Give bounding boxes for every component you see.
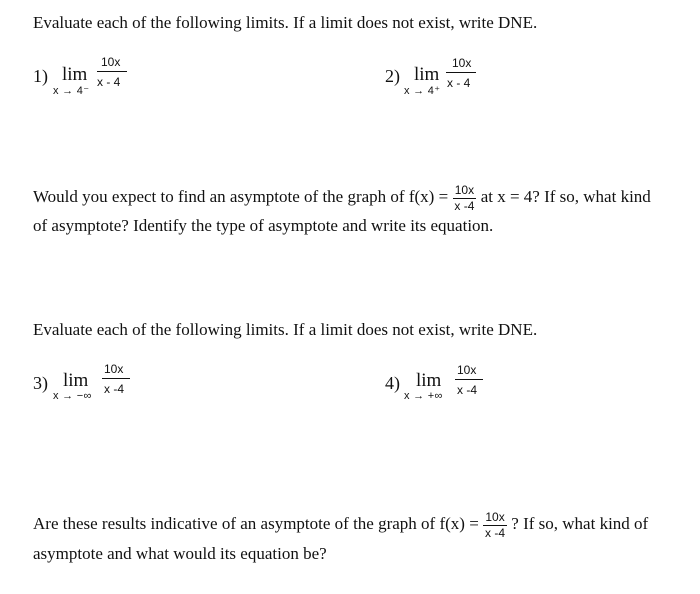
fraction-bar <box>102 378 130 379</box>
question-2-line-2: asymptote and what would its equation be? <box>33 544 327 563</box>
question-1-text-pre: Would you expect to find an asymptote of the graph of f(x) = <box>33 187 449 206</box>
fraction-numerator: 10x <box>454 182 475 197</box>
lim-operator: lim <box>62 64 88 85</box>
fraction-denominator: x -4 <box>104 382 125 396</box>
fraction-numerator: 10x <box>101 55 121 69</box>
question-2-text-pre: Are these results indicative of an asymptote of the graph of f(x) = <box>33 514 479 533</box>
fraction-numerator: 10x <box>485 509 505 524</box>
question-2-text-post: ? If so, what kind of <box>511 514 649 533</box>
question-1-text-post: at x = 4? If so, what kind <box>480 187 651 206</box>
lim-approach: x → +∞ <box>404 390 443 402</box>
fraction-bar <box>455 379 483 380</box>
fraction-bar <box>446 72 476 73</box>
fraction-denominator: x -4 <box>457 383 478 397</box>
instruction-1: Evaluate each of the following limits. If a limit does not exist, write DNE. <box>33 13 538 32</box>
problem-number: 2) <box>385 66 400 86</box>
question-2-line-1 <box>33 509 648 540</box>
lim-operator: lim <box>416 370 442 391</box>
question-1-line-2: of asymptote? Identify the type of asymptote and write its equation. <box>33 216 494 235</box>
fraction-numerator: 10x <box>457 363 477 377</box>
inline-fraction <box>452 184 476 213</box>
question-1-line-1 <box>33 182 651 213</box>
lim-approach: x → 4⁺ <box>404 85 441 97</box>
lim-approach: x → 4⁻ <box>53 85 90 97</box>
inline-fraction <box>483 511 507 540</box>
lim-approach: x → −∞ <box>53 390 92 402</box>
problem-number: 1) <box>33 66 48 86</box>
fraction-bar <box>97 71 127 72</box>
problem-number: 4) <box>385 373 400 393</box>
fraction-denominator: x - 4 <box>447 76 471 90</box>
lim-operator: lim <box>63 370 89 391</box>
fraction-denominator: x - 4 <box>97 75 121 89</box>
fraction-numerator: 10x <box>452 56 472 70</box>
fraction-denominator: x -4 <box>485 525 506 540</box>
fraction-numerator: 10x <box>104 362 124 376</box>
fraction-denominator: x -4 <box>454 198 475 213</box>
problem-number: 3) <box>33 373 48 393</box>
lim-operator: lim <box>414 64 440 85</box>
instruction-2: Evaluate each of the following limits. If a limit does not exist, write DNE. <box>33 320 538 339</box>
